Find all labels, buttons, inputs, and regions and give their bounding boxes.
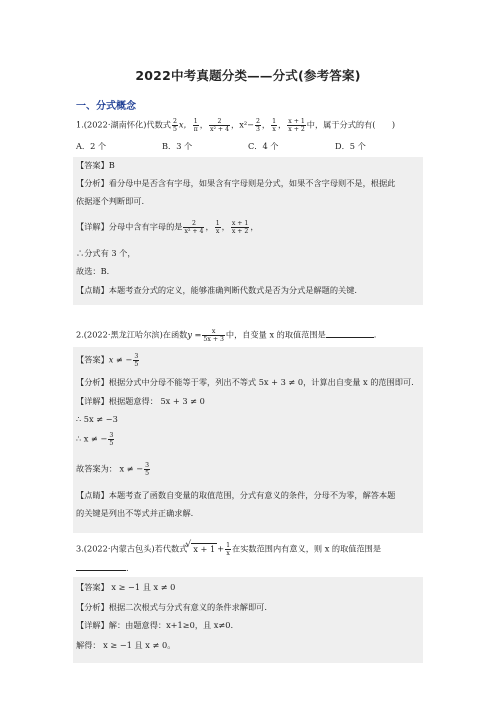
fraction: $\frac{2}{\text{x² + 4}}$ — [184, 220, 204, 235]
q1-comment: 【点睛】本题考查分式的定义，能够准确判断代数式是否为分式是解题的关键. — [76, 285, 357, 295]
option-b: B．3 个 — [162, 141, 193, 151]
q2-step1: ∴ 5x ≠ −3 — [76, 414, 118, 424]
fraction: $\frac{3}{5}$ — [145, 462, 150, 477]
fraction: $\frac{3}{5}$ — [134, 353, 139, 368]
fraction: $\frac{x + 1}{x + 2}$ — [231, 220, 249, 235]
q2-detail: 【详解】根据题意得： 5x + 3 ≠ 0 — [76, 396, 205, 406]
option-a: A．2 个 — [76, 141, 107, 151]
q3-detail: 【详解】解：由题意得：x+1≥0，且 x≠0. — [76, 620, 234, 630]
q3-answer: 【答案】 x ≥ −1 且 x ≠ 0 — [76, 582, 176, 592]
fraction: $\frac{2}{5}$ — [172, 118, 177, 133]
q3-analysis: 【分析】根据二次根式与分式有意义的条件求解即可. — [76, 602, 267, 612]
q2-answer: 【答案】x ≠ − $\frac{3}{5}$ — [76, 353, 139, 368]
q1-analysis: 【分析】看分母中是否含有字母，如果含有字母则是分式，如果不含字母则不是，根据此 — [76, 178, 396, 188]
q2-comment: 【点睛】本题考查了函数自变量的取值范围，分式有意义的条件，分母不为零，解答本题 — [76, 490, 396, 500]
fraction: $\frac{1}{\pi}$ — [193, 118, 198, 133]
q1-choice: 故选：B． — [76, 266, 115, 276]
q1-stem: 1.(2022·湖南怀化)代数式 $\frac{2}{5}$ x， $\frac{1}{\pi}$ ， $\frac{2}{\text{x² + 4}}$ ，x²− $\frac{2}{3}$ ， $\frac{1}{x}$ ， $\frac{x + 1}{x + 2}$ 中，属于分式的有( ) — [76, 118, 396, 133]
q2-solution-box — [73, 347, 423, 533]
q1-detail: 【详解】分母中含有字母的是 $\frac{2}{\text{x² + 4}}$ ， $\frac{1}{x}$ ， $\frac{x + 1}{x + 2}$ ， — [76, 220, 259, 235]
q2-final: 故答案为： x ≠ − $\frac{3}{5}$ — [76, 462, 150, 477]
option-c: C．4 个 — [248, 141, 279, 151]
q2-stem: 2.(2022·黑龙江哈尔滨)在函数y = $\frac{x}{5x + 3}$ 中，自变量 x 的取值范围是 . — [76, 328, 377, 343]
answer-blank — [76, 562, 126, 571]
fraction: $\frac{x + 1}{x + 2}$ — [288, 118, 305, 133]
q1-conclusion: ∴分式有 3 个， — [76, 248, 136, 258]
q1-analysis-cont: 依据逐个判断即可. — [76, 196, 145, 206]
q3-solve: 解得： x ≥ −1 且 x ≠ 0。 — [76, 640, 176, 650]
q3-blank-line: . — [76, 562, 129, 574]
option-d: D．5 个 — [335, 141, 366, 151]
fraction: $\frac{1}{x}$ — [272, 118, 277, 133]
fraction: $\frac{1}{x}$ — [226, 542, 231, 557]
section-heading: 一、分式概念 — [76, 101, 136, 112]
fraction: $\frac{x}{5x + 3}$ — [203, 328, 224, 343]
fraction: $\frac{1}{x}$ — [215, 220, 220, 235]
page-title: 2022中考真题分类——分式(参考答案) — [135, 68, 361, 83]
q2-comment-cont: 的关键是列出不等式并正确求解. — [76, 508, 194, 518]
q2-step2: ∴ x ≠ − $\frac{3}{5}$ — [76, 432, 114, 447]
q3-stem: 3.(2022·内蒙古包头)若代数式√ x + 1 + $\frac{1}{x}$ 在实数范围内有意义，则 x 的取值范围是 — [76, 542, 381, 557]
fraction: $\frac{2}{\text{x² + 4}}$ — [209, 118, 230, 133]
q1-answer: 【答案】B — [76, 160, 115, 170]
q2-analysis: 【分析】根据分式中分母不能等于零，列出不等式 5x + 3 ≠ 0，计算出自变量 x 的范围即可. — [76, 377, 414, 387]
answer-blank — [326, 329, 374, 338]
q1-stem-text: 1.(2022·湖南怀化)代数式 — [76, 119, 171, 130]
fraction: $\frac{2}{3}$ — [255, 118, 260, 133]
fraction: $\frac{3}{5}$ — [109, 432, 114, 447]
sqrt-expression: √ x + 1 — [191, 543, 217, 555]
